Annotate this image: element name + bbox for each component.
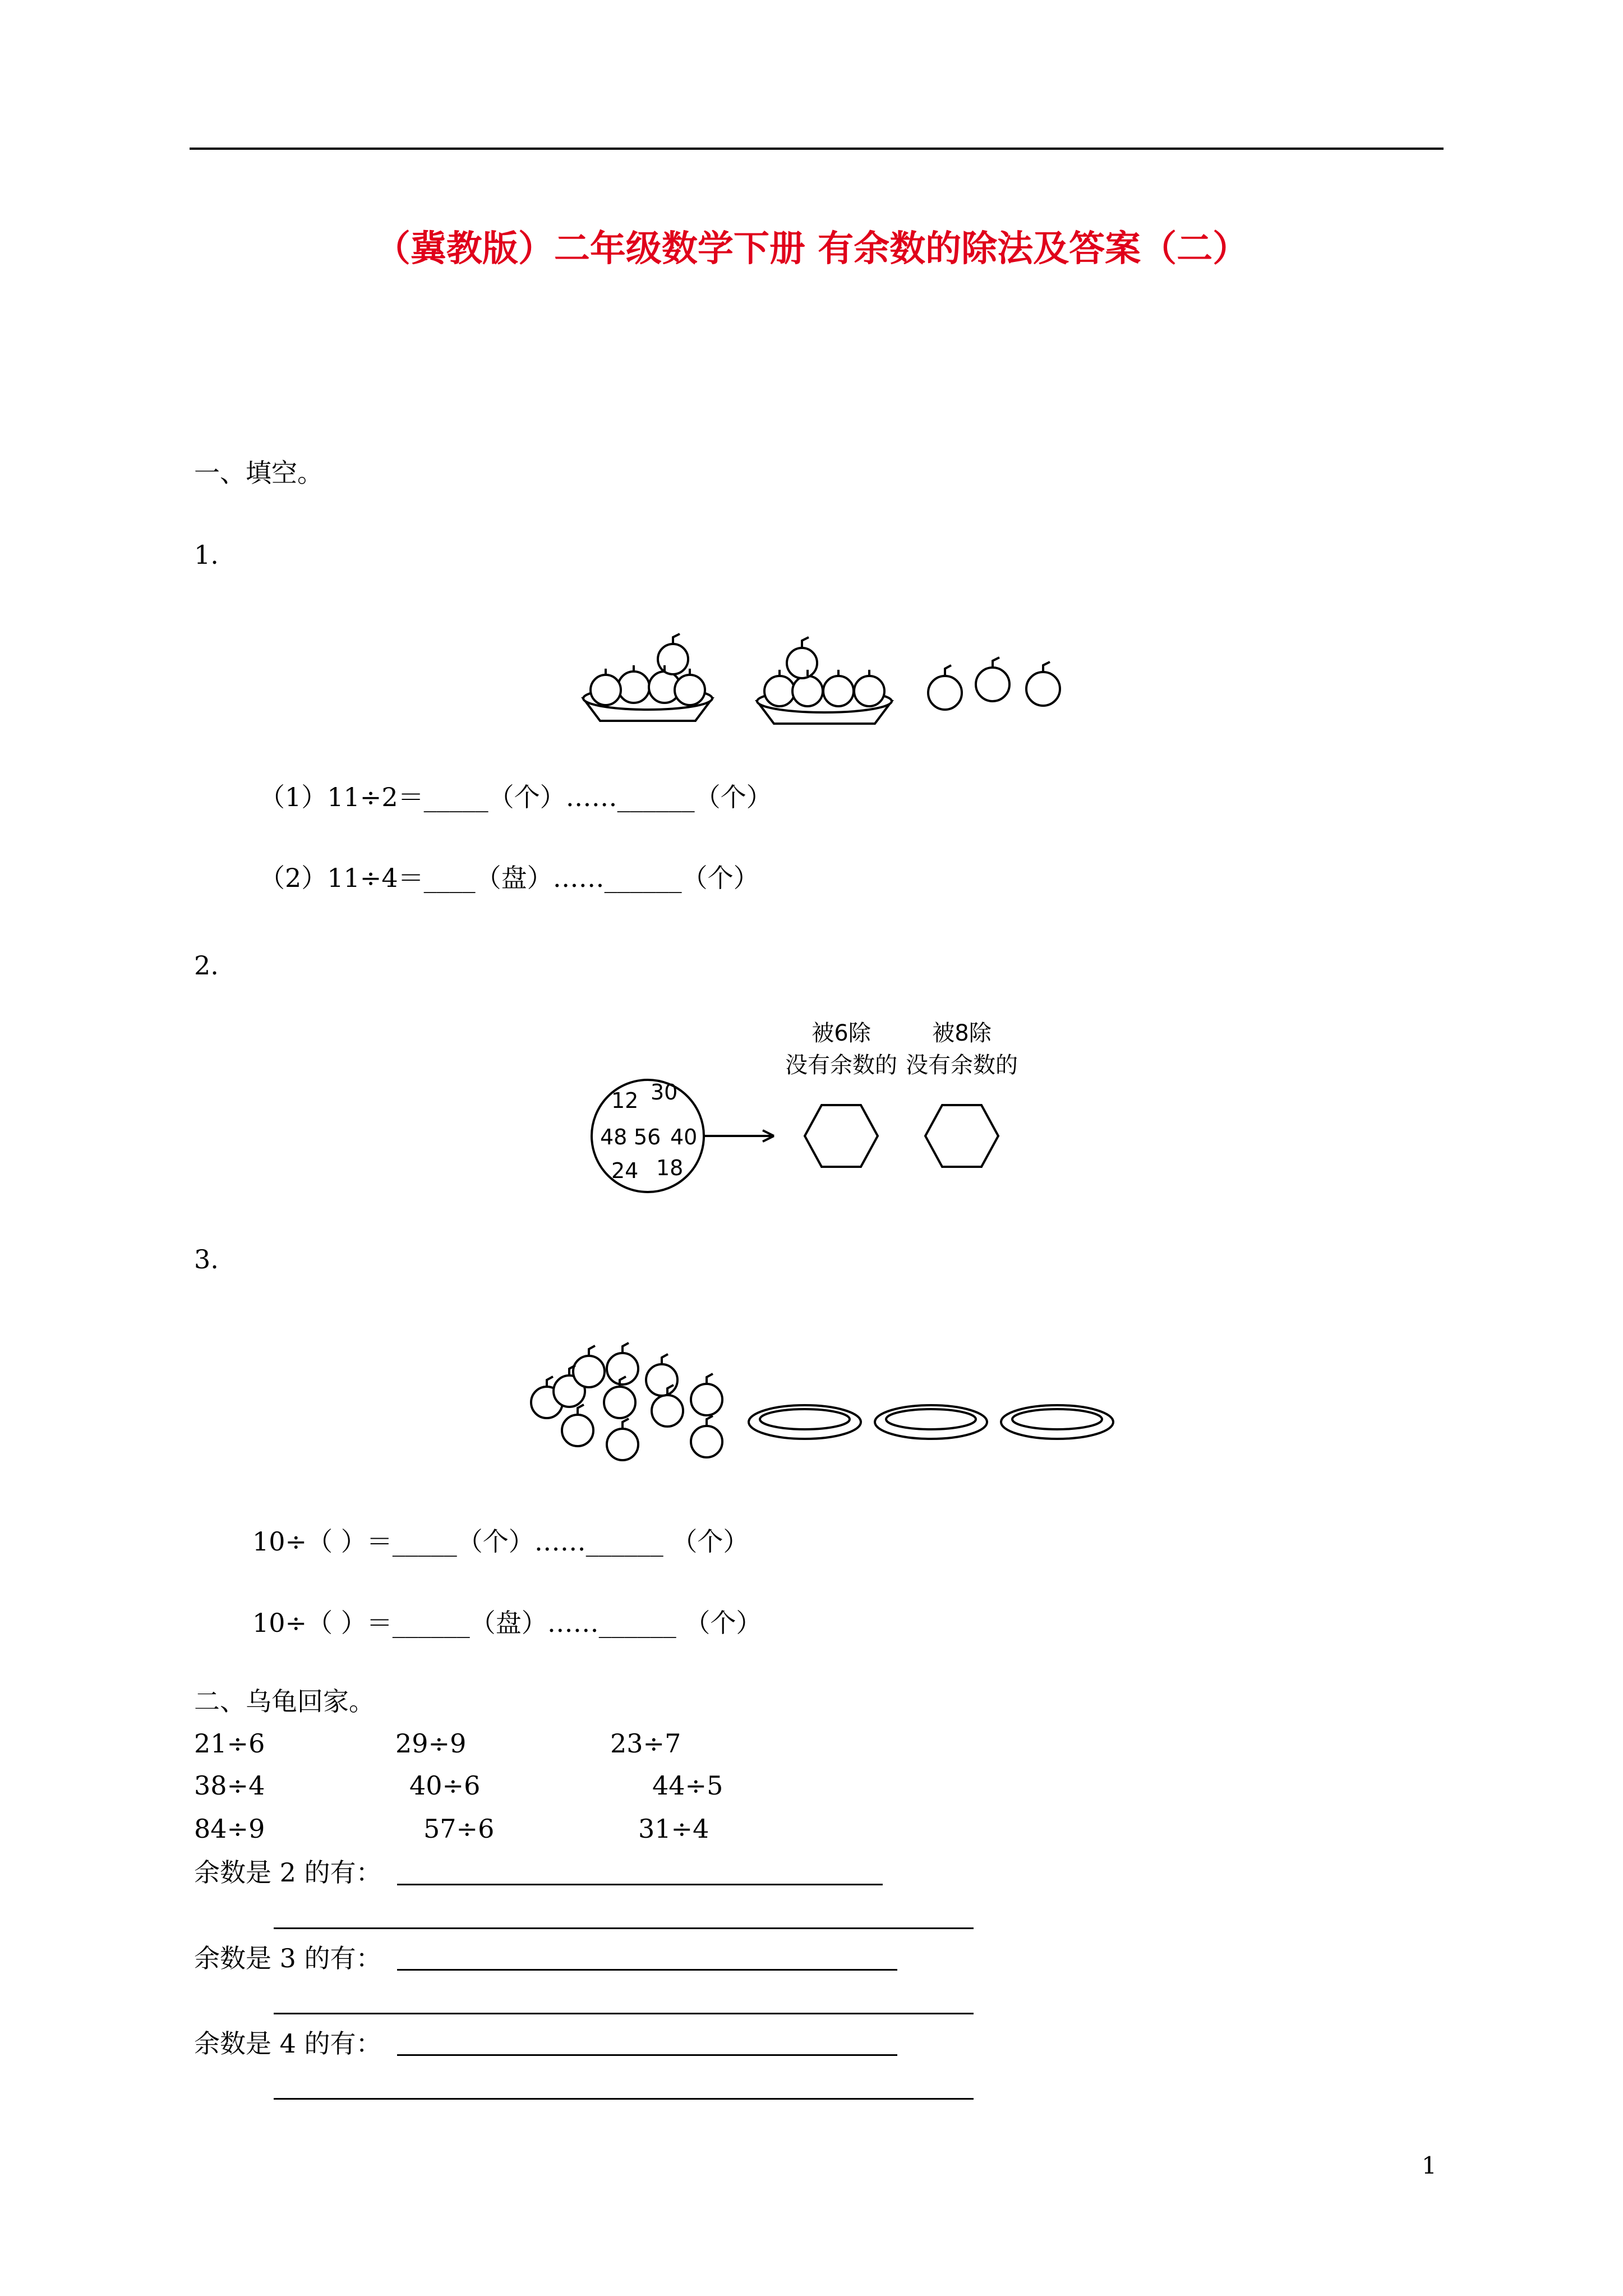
- answer-line[interactable]: [274, 2013, 974, 2014]
- division-item: 23÷7: [610, 1728, 681, 1759]
- label-b-line-2: 没有余数的: [906, 1052, 1018, 1078]
- answer-line[interactable]: [397, 1884, 883, 1885]
- apples-plates-figure: [572, 628, 1066, 729]
- circle-number: 24: [611, 1158, 639, 1183]
- label-a-line-1: 被6除: [811, 1020, 871, 1046]
- circle-number: 12: [611, 1088, 639, 1113]
- page-number: 1: [1422, 2152, 1437, 2179]
- answer-line[interactable]: [397, 2054, 897, 2056]
- section-1-heading: 一、填空。: [194, 458, 323, 488]
- answer-line[interactable]: [274, 2098, 974, 2100]
- remainder-4-label: 余数是 4 的有：: [194, 2028, 382, 2059]
- label-b-line-1: 被8除: [932, 1020, 992, 1046]
- section-2-heading: 二、乌龟回家。: [194, 1686, 375, 1717]
- q1-line-1: （1）11÷2＝_____（个）……______（个）: [259, 782, 772, 812]
- circle-number: 30: [651, 1080, 678, 1105]
- header-rule: [190, 148, 1444, 150]
- apples-and-plates-figure: [522, 1329, 1122, 1475]
- number-circle-figure: [589, 1015, 1026, 1200]
- division-item: 84÷9: [194, 1814, 265, 1844]
- page-title: （冀教版）二年级数学下册 有余数的除法及答案（二）: [374, 228, 1249, 270]
- remainder-2-label: 余数是 2 的有：: [194, 1857, 382, 1888]
- division-item: 29÷9: [395, 1728, 467, 1759]
- division-item: 57÷6: [423, 1814, 495, 1844]
- division-item: 44÷5: [652, 1770, 723, 1801]
- division-item: 38÷4: [194, 1770, 265, 1801]
- division-item: 40÷6: [409, 1770, 481, 1801]
- remainder-3-label: 余数是 3 的有：: [194, 1943, 382, 1973]
- circle-number: 18: [656, 1156, 684, 1180]
- circle-number: 40: [670, 1125, 698, 1149]
- division-item: 31÷4: [638, 1814, 709, 1844]
- answer-line[interactable]: [397, 1969, 897, 1971]
- label-a-line-2: 没有余数的: [785, 1052, 897, 1078]
- q1-line-2: （2）11÷4＝____（盘）……______（个）: [259, 863, 759, 893]
- division-item: 21÷6: [194, 1728, 265, 1759]
- answer-line[interactable]: [274, 1927, 974, 1929]
- question-1-number: 1.: [194, 540, 219, 570]
- question-3-number: 3.: [194, 1244, 219, 1274]
- circle-number: 48: [600, 1125, 628, 1149]
- circle-number: 56: [634, 1125, 661, 1149]
- q3-line-2: 10÷（ ）＝______（盘）……______ （个）: [252, 1608, 762, 1638]
- question-2-number: 2.: [194, 950, 219, 981]
- q3-line-1: 10÷（ ）＝_____（个）……______ （个）: [252, 1526, 749, 1557]
